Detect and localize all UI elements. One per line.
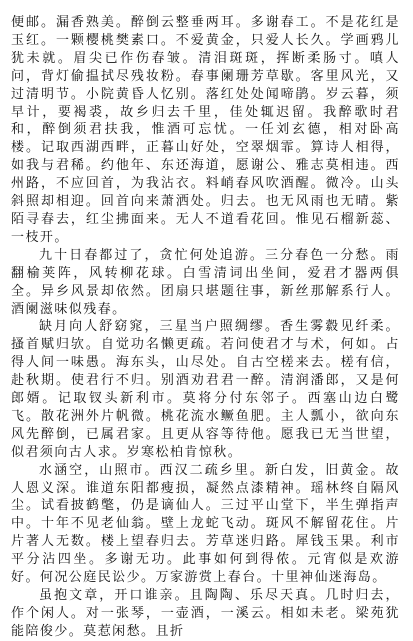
paragraph-3: 缺月向人舒窈窕，三星当户照绸缪。香生雾縠见纤柔。搔首赋归欤。自觉功名懒更疏。若问使君才与术，何如。占得人间一味愚。海东头，山尽处。自古空槎来去。槎有信，赴秋期。使君行不归。别酒劝君君一醉。清润潘郎，又是何郎婿。记取钗头新利市。莫将分付东邻子。西塞山边白鹭飞。散花洲外片帆微。桃花流水鳜鱼肥。主人瓢小，欲向东风先醉倒，已属君家。且更从容等待他。愿我已无当世望，似君须向古人求。岁寒松柏肯惊秋。 <box>11 319 400 460</box>
paragraph-2: 九十日春都过了，贪忙何处追游。三分春色一分愁。雨翻榆荚阵，风转柳花球。白雪清词出坐间，爱君才器两俱全。异乡风景却依然。团扇只堪题往事，新丝那解系行人。酒阑滋味似残春。 <box>11 247 400 317</box>
paragraph-5: 虽抱文章，开口谁亲。且陶陶、乐尽天真。几时归去，作个闲人。对一张琴，一壶酒，一溪云。相如未老。梁苑犹能陪俊少。莫惹闲愁。且折 <box>11 588 400 639</box>
paragraph-1: 便邮。漏香熟美。醉倒云整垂两耳。多谢春工。不是花红是玉红。一颗樱桃樊素口。不爱黄金，只爱人长久。学画鸦儿犹未就。眉尖已作伤春皱。清泪斑斑，挥断柔肠寸。嗔人问，背灯偷揾拭尽残妆粉。春事阑珊芳草歇。客里风光，又过清明节。小院黄昏人忆别。落红处处闻啼鹃。岁云暮，须早计，要褐裘，故乡归去千里，佳处辄迟留。我醉歌时君和，醉倒须君扶我，惟酒可忘忧。一任刘玄德，相对卧高楼。记取西湖西畔，正暮山好处，空翠烟霏。算诗人相得，如我与君稀。约他年、东还海道，愿谢公、雅志莫相违。西州路，不应回首，为我沾衣。料峭春风吹酒醒。微冷。山头斜照却相迎。回首向来萧洒处。归去。也无风雨也无晴。紫陌寻春去，红尘拂面来。无人不道看花回。惟见石榴新蕊、一枝开。 <box>11 15 400 245</box>
paragraph-4: 水涵空，山照市。西汉二疏乡里。新白发，旧黄金。故人恩义深。谁道东阳都瘦损，凝然点漆精神。瑶林终自隔风尘。试看披鹤氅，仍是谪仙人。三过平山堂下，半生弹指声中。十年不见老仙翁。壁上龙蛇飞动。斑风不解留花住。片片著人无数。楼上望春归去。芳草迷归路。犀钱玉果。利市平分沾四坐。多谢无功。此事如何到得侬。元宵似是欢游好。何况公庭民讼少。万家游赏上春台。十里神仙迷海岛。 <box>11 462 400 586</box>
